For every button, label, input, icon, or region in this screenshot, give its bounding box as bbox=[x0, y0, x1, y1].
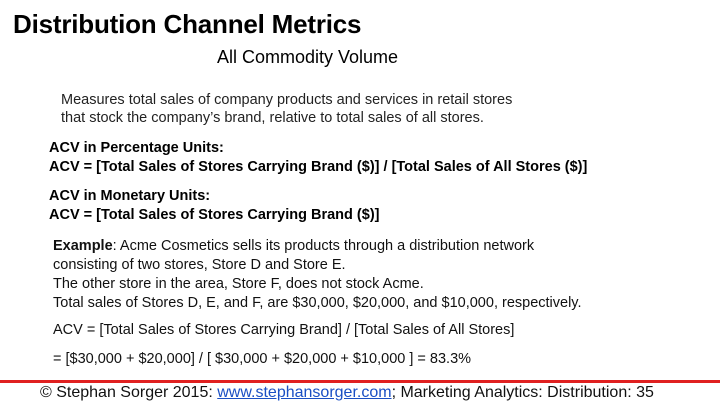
footer bbox=[40, 384, 654, 402]
metric-description bbox=[61, 91, 512, 127]
example-line: Total sales of Stores D, E, and F, are $30,000, $20,000, and $10,000, respectively. bbox=[53, 295, 582, 311]
footer-course-info: ; Marketing Analytics: Distribution: 35 bbox=[391, 384, 654, 401]
example-label: Example bbox=[53, 238, 113, 254]
percentage-units-heading: ACV in Percentage Units: bbox=[49, 140, 224, 156]
example-text: : Acme Cosmetics sells its products through a distribution network bbox=[112, 238, 535, 254]
percentage-units-formula: ACV = [Total Sales of Stores Carrying Brand ($)] / [Total Sales of All Stores ($)] bbox=[49, 159, 588, 175]
example-line: consisting of two stores, Store D and Store E. bbox=[53, 257, 346, 273]
example-line bbox=[53, 237, 582, 256]
footer-copyright: © Stephan Sorger 2015: bbox=[40, 384, 218, 401]
monetary-units-block bbox=[49, 187, 379, 225]
calculation-result: = [$30,000 + $20,000] / [ $30,000 + $20,000 + $10,000 ] = 83.3% bbox=[53, 351, 472, 367]
calculation-formula: ACV = [Total Sales of Stores Carrying Brand] / [Total Sales of All Stores] bbox=[53, 322, 515, 338]
example-line: The other store in the area, Store F, does not stock Acme. bbox=[53, 276, 424, 292]
footer-divider bbox=[0, 380, 720, 383]
footer-website-link[interactable]: www.stephansorger.com bbox=[217, 384, 392, 401]
monetary-units-heading: ACV in Monetary Units: bbox=[49, 188, 211, 204]
page-title: Distribution Channel Metrics bbox=[13, 9, 362, 39]
monetary-units-formula: ACV = [Total Sales of Stores Carrying Brand ($)] bbox=[49, 207, 380, 223]
description-line: that stock the company’s brand, relative to total sales of all stores. bbox=[61, 110, 484, 126]
page-subtitle: All Commodity Volume bbox=[217, 47, 399, 67]
percentage-units-block bbox=[49, 139, 587, 177]
description-line: Measures total sales of company products and services in retail stores bbox=[61, 92, 513, 108]
example-block bbox=[53, 237, 582, 313]
